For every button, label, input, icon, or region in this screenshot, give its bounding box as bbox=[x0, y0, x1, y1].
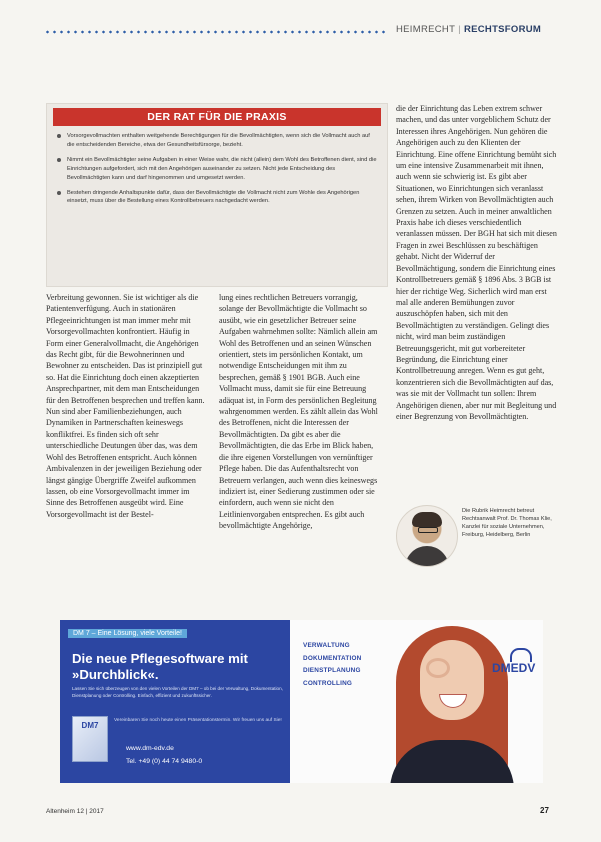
logo-text: DMEDV bbox=[492, 661, 536, 675]
logo-mark-icon bbox=[510, 648, 532, 662]
article-column-3 bbox=[396, 103, 558, 501]
ad-headline: Die neue Pflegesoftware mit »Durchblick«. bbox=[72, 651, 248, 682]
section-name: HEIMRECHT bbox=[396, 24, 456, 35]
ad-model-photo bbox=[386, 620, 518, 783]
header-dotted-rule bbox=[44, 30, 389, 34]
practice-tip-list bbox=[47, 132, 387, 206]
ad-tag: DM 7 – Eine Lösung, viele Vorteile! bbox=[68, 629, 187, 638]
practice-tip-item: Nimmt ein Bevollmächtigter seine Aufgaben in einer Weise wahr, die nicht (allein) dem Wohl des Betroffenen dient, sind die Einrichtungen aufgefordert, sich mit den Angehörigen auseinander zu setzen. Nicht jede Entscheidung des Bevollmächtigten kann und darf hingenommen und umgesetzt werden. bbox=[57, 156, 379, 183]
section-heading: HEIMRECHT | RECHTSFORUM bbox=[396, 24, 542, 35]
software-box-image: DM7 bbox=[72, 716, 108, 762]
article-column-1 bbox=[46, 292, 209, 592]
author-box bbox=[396, 503, 558, 589]
ad-feature-list bbox=[303, 640, 361, 690]
ad-feature: DIENSTPLANUNG bbox=[303, 667, 361, 674]
subsection-name: RECHTSFORUM bbox=[463, 24, 542, 35]
practice-tip-item: Bestehen dringende Anhaltspunkte dafür, dass der Bevollmächtigte die Vollmacht nicht zum Wohle des Angehörigen einsetzt, muss über die Bestellung eines Kontrollbetreuers nachgedacht werden. bbox=[57, 189, 379, 207]
author-photo bbox=[396, 505, 458, 567]
advertisement[interactable] bbox=[60, 620, 543, 783]
article-text: Verbreitung gewonnen. Sie ist wichtiger als die Patientenverfügung. Auch in stationären Pflegeeinrichtungen ist man immer mehr mit Vorsorgevollmachten konfrontiert. Häufig in Form einer Generalvollmacht, die Angehörigen das Recht gibt, für die Bewohnerinnen und Bewohner zu entscheiden. Das ist prinzipiell gut so. Hat die Einrichtung doch einen akzeptierten Ansprechpartner, mit dem man Entscheidungen für den Betroffenen besprechen und treffen kann. Nun sind aber Familienbeziehungen, auch Dynamiken in Partnerschaften keineswegs konfliktfrei. Es finden sich oft sehr unterschiedliche Deutungen über das, was dem Wohl des Betroffenen entspricht. Auch können Ambivalenzen in der jeweiligen Beziehung oder längst gängige Übergriffe Zweifel aufkommen lassen, ob eine Vorsorgevollmacht immer im Sinne des Betroffenen ausgeübt wird. Eine Vorsorgevollmacht ist der Bestel- bbox=[46, 293, 205, 519]
ad-feature: VERWALTUNG bbox=[303, 642, 350, 649]
practice-tip-title: DER RAT FÜR DIE PRAXIS bbox=[53, 108, 381, 126]
page-number: 27 bbox=[540, 806, 549, 815]
article-text: die der Einrichtung das Leben extrem schwer machen, und das unter vorgeblichem Schutz der Interessen ihres Angehörigen. Nun gehören die Angehörigen auch zu den Klienten der Einrichtung. Eine offene Einrichtung bemüht sich um eine intensive Zusammenarbeit mit ihnen, auch wenn sie schwierig ist. Es gibt aber Situationen, wo Einrichtungen sich veranlasst sehen, ihrem Wirken von Bevollmächtigten auch Grenzen zu setzen. Auch in meiner anwaltlichen Praxis habe ich dieses verschiedentlich veranlassen müssen. Der BGH hat sich mit diesen Fragen in zwei Beschlüssen zu beschäftigen gehabt. Nicht der Widerruf der Bevollmächtigung, sondern die Einrichtung eines Kontrollbetreuers gemäß § 1896 Abs. 3 BGB ist hier der richtige Weg. Sicherlich wird man erst mal alle anderen Bemühungen zuvor auszuschöpfen haben, sich mit den Bevollmächtigten zu verständigen. Gelingt dies nicht, wird man beim zuständigen Betreuungsgericht, mit gut vorbereiteter Begründung, die Einrichtung einer Kontrollbetreuung anregen. Wenn es gut geht, konzentrieren sich die Bevollmächtigten auf das, was sie mit der Vollmacht tun sollen: Ihrem Angehörigen dienen, aber nur mit Begleitung und einer Begrenzung von Bevollmächtigten. bbox=[396, 104, 557, 421]
ad-website-link[interactable]: www.dm-edv.de bbox=[126, 745, 174, 752]
ad-panel bbox=[60, 620, 290, 783]
author-bio: Die Rubrik Heimrecht betreut Rechtsanwalt Prof. Dr. Thomas Klie, Kanzlei für soziale Unternehmen, Freiburg, Heidelberg, Berlin bbox=[462, 508, 552, 538]
ad-phone: Tel. +49 (0) 44 74 9480-0 bbox=[126, 758, 203, 765]
article-text: lung eines rechtlichen Betreuers vorrangig, solange der Bevollmächtigte die Vollmacht so ausübt, wie ein gesetzlicher Betreuer seine Aufgaben wahrnehmen sollte: Nämlich allein am Wohl des Betroffenen und an seinen Wünschen orientiert, stets im persönlichen Kontakt, um notwendige Entscheidungen mit ihm zu besprechen, gemäß § 1901 BGB. Auch eine Vollmacht muss, damit sie für eine Betreuung adäquat ist, in Form des persönlichen Begleitung wahrgenommen werden. Es zählt allein das Wohl des Betroffenen, nicht die Interessen der Bevollmächtigten. Da gibt es aber die Bevollmächtigten, die das Erbe im Blick haben, die ihre eigenen Vorstellungen von vernünftiger Pflege haben. Die das Aufenthaltsrecht von Betreuern verlangen, auch wenn dies keineswegs indiziert ist, einer Sedierung zustimmen oder sie einfordern, auch wenn sie nicht den Leitlinienvorgaben entsprechen. Es gibt auch bevollmächtigte Angehörige, bbox=[219, 293, 378, 531]
practice-tip-item: Vorsorgevollmachten enthalten weitgehende Berechtigungen für die Bevollmächtigten, wenn sich die Vollmacht auch auf die entscheidenden Bereiche, etwa der Gesundheitsfürsorge, bezieht. bbox=[57, 132, 379, 150]
footer-issue: Altenheim 12 | 2017 bbox=[46, 808, 104, 815]
article-column-2 bbox=[219, 292, 384, 592]
ad-note: Vereinbaren Sie noch heute einen Präsentationstermin. Wir freuen uns auf Sie! bbox=[114, 718, 282, 723]
dmedv-logo bbox=[492, 648, 540, 678]
ad-feature: CONTROLLING bbox=[303, 679, 353, 687]
practice-tip-box bbox=[46, 103, 388, 287]
ad-body: Lassen Sie sich überzeugen von den vielen Vorteilen der DM7 – ob bei der Verwaltung, Dokumentation, Dienstplanung oder Controlling. Einfach, effizient und zukunftssicher. bbox=[72, 686, 283, 698]
ad-feature: DOKUMENTATION bbox=[303, 654, 362, 662]
